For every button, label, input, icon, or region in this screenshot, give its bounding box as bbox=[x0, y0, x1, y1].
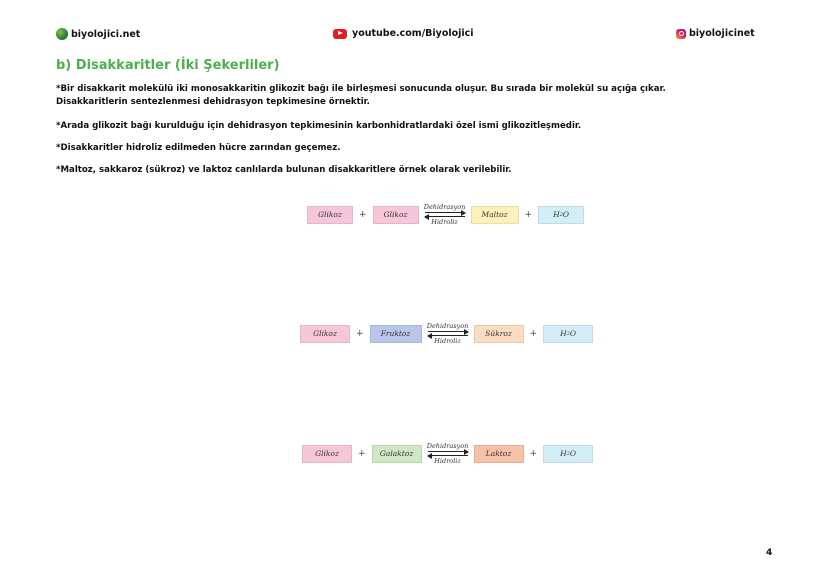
forward-label: Dehidrasyon bbox=[426, 322, 469, 330]
instagram-icon bbox=[676, 29, 686, 39]
reverse-label: Hidroliz bbox=[434, 337, 461, 345]
equilibrium-arrow bbox=[426, 322, 470, 345]
paragraph-4: *Maltoz, sakkaroz (sükroz) ve laktoz canlılarda bulunan disakkaritlere örnek olarak verilebilir. bbox=[56, 165, 512, 175]
reverse-arrow-icon bbox=[425, 216, 465, 217]
sukroz-reaction bbox=[300, 322, 593, 345]
reverse-label: Hidroliz bbox=[431, 218, 458, 226]
reactant-1-box: Glikoz bbox=[307, 206, 353, 224]
reactant-2-box: Galaktoz bbox=[372, 445, 422, 463]
reactant-1-box: Glikoz bbox=[302, 445, 352, 463]
forward-arrow-icon bbox=[425, 212, 465, 213]
reactant-1-box: Glikoz bbox=[300, 325, 350, 343]
website-label: biyolojici.net bbox=[71, 28, 141, 40]
product-box: Sükroz bbox=[474, 325, 524, 343]
instagram-label: biyolojicinet bbox=[689, 28, 755, 39]
water-box: H 2 O bbox=[543, 325, 593, 343]
paragraph-1: *Bir disakkarit molekülü iki monosakkaritin glikozit bağı ile birleşmesi sonucunda oluşur. Bu sırada bir molekül su açığa çıkar. Disakkaritlerin sentezlenmesi dehidrasyon tepkimesine örnektir. bbox=[56, 84, 666, 107]
plus-sign: + bbox=[356, 328, 364, 339]
laktoz-reaction bbox=[302, 442, 593, 465]
page-header bbox=[0, 28, 828, 46]
reactant-2-box: Glikoz bbox=[373, 206, 419, 224]
water-box: H 2 O bbox=[543, 445, 593, 463]
reactant-2-box: Fruktoz bbox=[370, 325, 422, 343]
instagram-link[interactable] bbox=[676, 28, 755, 39]
youtube-icon bbox=[333, 29, 347, 39]
product-box: Maltoz bbox=[471, 206, 519, 224]
forward-label: Dehidrasyon bbox=[423, 203, 466, 211]
website-link[interactable] bbox=[56, 28, 140, 40]
reverse-arrow-icon bbox=[428, 335, 468, 336]
youtube-label: youtube.com/Biyolojici bbox=[352, 28, 474, 39]
plus-sign: + bbox=[529, 328, 538, 339]
arrow-lines bbox=[428, 450, 468, 457]
forward-arrow-icon bbox=[428, 451, 468, 452]
page-number: 4 bbox=[766, 548, 773, 558]
paragraph-3: *Disakkaritler hidroliz edilmeden hücre zarından geçemez. bbox=[56, 143, 341, 153]
section-title: b) Disakkaritler (İki Şekerliler) bbox=[56, 58, 280, 73]
arrow-lines bbox=[428, 330, 468, 337]
forward-arrow-icon bbox=[428, 331, 468, 332]
water-box: H 2 O bbox=[538, 206, 584, 224]
arrow-lines bbox=[425, 211, 465, 218]
plus-sign: + bbox=[359, 209, 367, 220]
globe-icon bbox=[56, 28, 68, 40]
reverse-label: Hidroliz bbox=[434, 457, 461, 465]
maltoz-reaction bbox=[307, 203, 584, 226]
paragraph-2: *Arada glikozit bağı kurulduğu için dehidrasyon tepkimesinin karbonhidratlardaki özel ismi glikozitleşmedir. bbox=[56, 121, 582, 131]
youtube-link[interactable] bbox=[333, 28, 474, 39]
equilibrium-arrow bbox=[426, 442, 470, 465]
plus-sign: + bbox=[358, 448, 366, 459]
plus-sign: + bbox=[524, 209, 533, 220]
product-box: Laktoz bbox=[474, 445, 524, 463]
plus-sign: + bbox=[529, 448, 538, 459]
forward-label: Dehidrasyon bbox=[426, 442, 469, 450]
equilibrium-arrow bbox=[423, 203, 467, 226]
reverse-arrow-icon bbox=[428, 455, 468, 456]
